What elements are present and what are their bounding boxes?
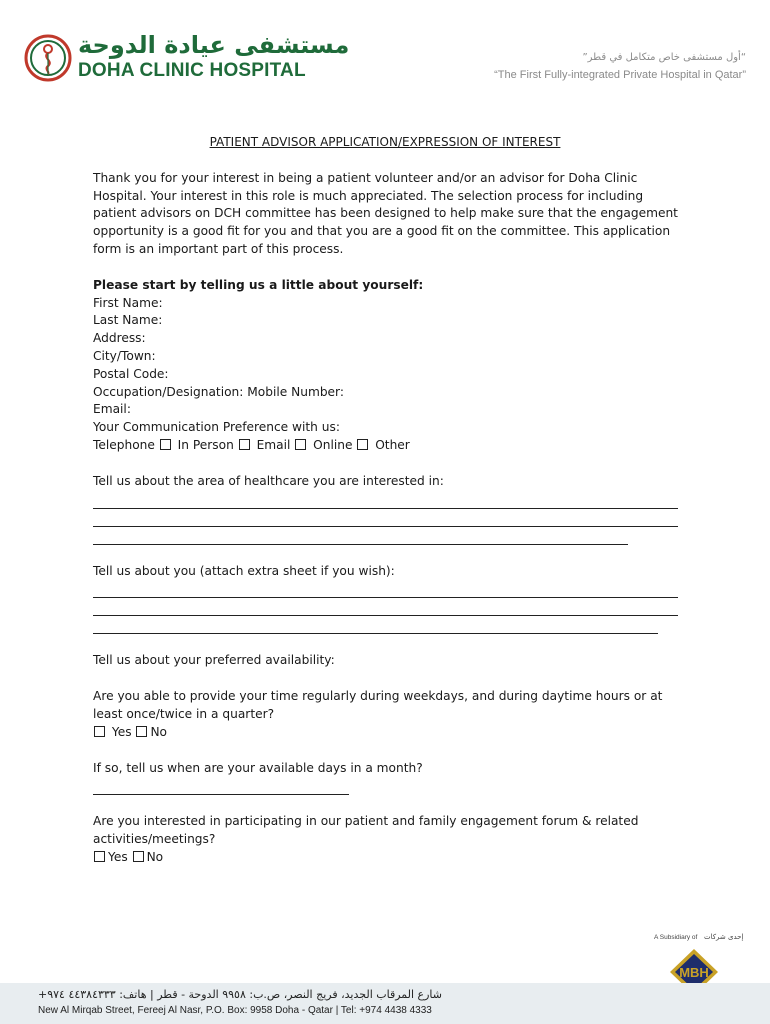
regular-yes-label: Yes — [111, 724, 132, 739]
regular-no-label: No — [150, 724, 168, 739]
checkbox-forum-no[interactable] — [133, 851, 144, 862]
answer-line-you-2[interactable] — [93, 598, 678, 616]
field-occupation-mobile[interactable]: Occupation/Designation: Mobile Number: — [93, 384, 344, 399]
field-first-name[interactable]: First Name: — [93, 295, 163, 310]
forum-no-label: No — [146, 849, 164, 864]
form-body — [93, 134, 678, 867]
checkbox-telephone[interactable] — [160, 439, 171, 450]
field-address[interactable]: Address: — [93, 331, 146, 346]
answer-line-you-1[interactable] — [93, 580, 678, 598]
checkbox-in-person[interactable] — [239, 439, 250, 450]
field-email[interactable]: Email: — [93, 402, 131, 417]
option-other-label: Other — [375, 437, 410, 452]
forum-options — [93, 849, 678, 867]
answer-line-days[interactable] — [93, 777, 349, 795]
subsidiary-label-arabic: إحدى شركات — [704, 933, 744, 941]
regular-time-options — [93, 724, 678, 742]
checkbox-regular-yes[interactable] — [94, 726, 105, 737]
question-forum: Are you interested in participating in our patient and family engagement forum & related activities/meetings? — [93, 814, 639, 847]
option-online-label: Online — [313, 437, 353, 452]
question-regular-time: Are you able to provide your time regularly during weekdays, and during daytime hours or at least once/twice in a quarter? — [93, 689, 663, 721]
footer-address-english: New Al Mirqab Street, Fereej Al Nasr, P.O. Box: 9958 Doha - Qatar | Tel: +974 4438 4333 — [38, 1005, 432, 1016]
intro-paragraph: Thank you for your interest in being a patient volunteer and/or an advisor for Doha Clinic Hospital. Your interest in this role is much appreciated. The selection process for including patient advisors on DCH committee has been designed to help make sure that the engagement opportunity is a good fit for you and that you are a good fit on the committee. This application form is an important part of this process. — [93, 170, 678, 256]
answer-line-area-2[interactable] — [93, 509, 678, 527]
question-healthcare-area: Tell us about the area of healthcare you are interested in: — [93, 473, 444, 488]
field-postal-code[interactable]: Postal Code: — [93, 366, 169, 381]
form-title: PATIENT ADVISOR APPLICATION/EXPRESSION OF INTEREST — [209, 135, 561, 149]
hospital-logo-icon — [24, 34, 72, 82]
option-telephone-label: Telephone — [93, 437, 155, 452]
question-availability: Tell us about your preferred availability: — [93, 653, 335, 668]
checkbox-forum-yes[interactable] — [94, 851, 105, 862]
answer-line-you-3[interactable] — [93, 616, 658, 634]
checkbox-email[interactable] — [295, 439, 306, 450]
comm-options — [93, 437, 678, 455]
field-comm-preference: Your Communication Preference with us: — [93, 420, 340, 435]
brand-name-arabic: مستشفى عيادة الدوحة — [78, 31, 350, 59]
answer-line-area-1[interactable] — [93, 491, 678, 509]
about-heading: Please start by telling us a little about yourself: — [93, 277, 424, 292]
mbh-logo-text: MBH — [679, 965, 709, 980]
footer-address-arabic: شارع المرقاب الجديد، فريج النصر، ص.ب: ٩٩٥٨ الدوحة - قطر | هاتف: ٤٤٣٨٤٣٣٣ ٩٧٤+ — [38, 988, 443, 1001]
field-last-name[interactable]: Last Name: — [93, 313, 163, 328]
checkbox-regular-no[interactable] — [136, 726, 147, 737]
answer-line-area-3[interactable] — [93, 527, 628, 545]
option-email-label: Email — [256, 437, 291, 452]
option-in-person-label: In Person — [177, 437, 234, 452]
checkbox-online[interactable] — [357, 439, 368, 450]
tagline-arabic: “أول مستشفى خاص متكامل في قطر” — [582, 52, 746, 63]
question-about-you: Tell us about you (attach extra sheet if you wish): — [93, 563, 395, 578]
subsidiary-label: A Subsidiary of — [654, 934, 698, 941]
brand-name-english: DOHA CLINIC HOSPITAL — [78, 60, 306, 81]
field-city[interactable]: City/Town: — [93, 348, 156, 363]
tagline-english: “The First Fully-integrated Private Hospital in Qatar” — [494, 69, 746, 81]
forum-yes-label: Yes — [108, 849, 128, 864]
question-available-days: If so, tell us when are your available days in a month? — [93, 760, 423, 775]
